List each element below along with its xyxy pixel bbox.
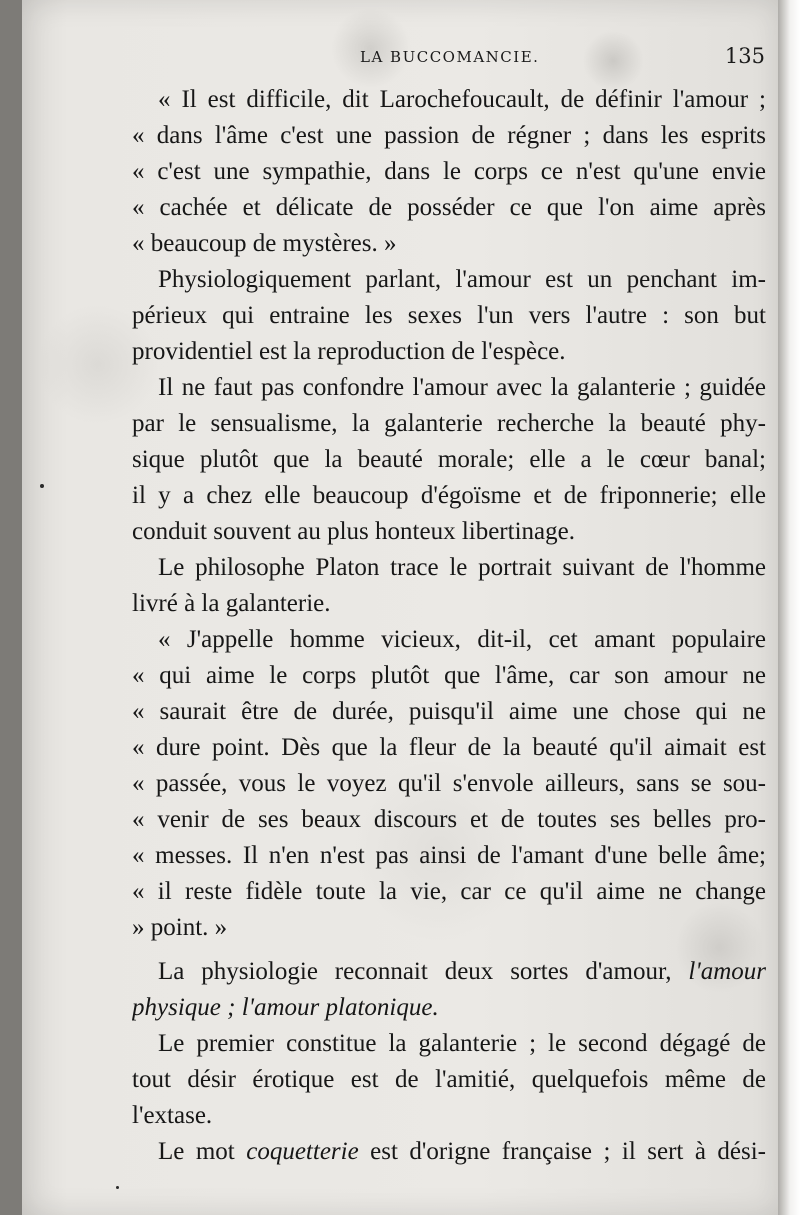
text-line: livré à la galanterie. [132, 590, 331, 617]
text-line: périeux qui entraine les sexes l'un vers l'autre : son but [132, 302, 766, 329]
text-line [132, 1134, 766, 1170]
text-line: « J'appelle homme vicieux, dit-il, cet amant populaire [158, 626, 766, 653]
text-line: « cachée et délicate de posséder ce que l'on aime après [132, 194, 766, 221]
page-header [132, 44, 777, 74]
text-line: « venir de ses beaux discours et de toutes ses belles pro- [132, 806, 766, 833]
text-line: Il ne faut pas confondre l'amour avec la galanterie ; guidée [158, 374, 766, 401]
page-edge [778, 0, 800, 1215]
ink-speck [40, 484, 44, 488]
running-title: LA BUCCOMANCIE. [360, 48, 540, 66]
text-line: « qui aime le corps plutôt que l'âme, car son amour ne [132, 662, 766, 689]
text-line: providentiel est la reproduction de l'espèce. [132, 338, 566, 365]
text-line: « Il est difficile, dit Larochefoucault, de définir l'amour ; [158, 86, 766, 113]
italic-term: l'amour [688, 958, 766, 985]
text-line: l'extase. [132, 1102, 213, 1129]
text-line: « dans l'âme c'est une passion de régner ; dans les esprits [132, 122, 766, 149]
text-line: Le premier constitue la galanterie ; le second dégagé de [158, 1030, 766, 1057]
text-line: « il reste fidèle toute la vie, car ce qu'il aime ne change [132, 878, 766, 905]
text-line: tout désir érotique est de l'amitié, quelquefois même de [132, 1066, 766, 1093]
text-line: « passée, vous le voyez qu'il s'envole ailleurs, sans se sou- [132, 770, 766, 797]
ink-speck [116, 1186, 119, 1189]
book-page [22, 0, 780, 1215]
text-line: conduit souvent au plus honteux libertinage. [132, 518, 575, 545]
text-line: Le philosophe Platon trace le portrait suivant de l'homme [158, 554, 766, 581]
text-line: sique plutôt que la beauté morale; elle a le cœur banal; [132, 446, 766, 473]
text-segment: est d'origne française ; il sert à dési- [370, 1138, 766, 1165]
text-line: « beaucoup de mystères. » [132, 230, 397, 257]
text-line: il y a chez elle beaucoup d'égoïsme et de friponnerie; elle [132, 482, 766, 509]
text-line: « saurait être de durée, puisqu'il aime une chose qui ne [132, 698, 766, 725]
text-line: « c'est une sympathie, dans le corps ce n'est qu'une envie [132, 158, 766, 185]
text-line: « dure point. Dès que la fleur de la beauté qu'il aimait est [132, 734, 766, 761]
italic-term: coquetterie [246, 1138, 359, 1165]
text-line: » point. » [132, 914, 228, 941]
text-line: Physiologiquement parlant, l'amour est un penchant im- [158, 266, 766, 293]
page-number: 135 [724, 44, 765, 68]
text-segment: La physiologie reconnait deux sortes d'amour, [158, 958, 672, 985]
body-text [132, 82, 766, 1170]
text-line: « messes. Il n'en n'est pas ainsi de l'amant d'une belle âme; [132, 842, 766, 869]
text-segment: Le mot [158, 1138, 235, 1165]
text-line [132, 954, 766, 990]
text-line: par le sensualisme, la galanterie recherche la beauté phy- [132, 410, 766, 437]
text-line: physique ; l'amour platonique. [132, 994, 439, 1021]
